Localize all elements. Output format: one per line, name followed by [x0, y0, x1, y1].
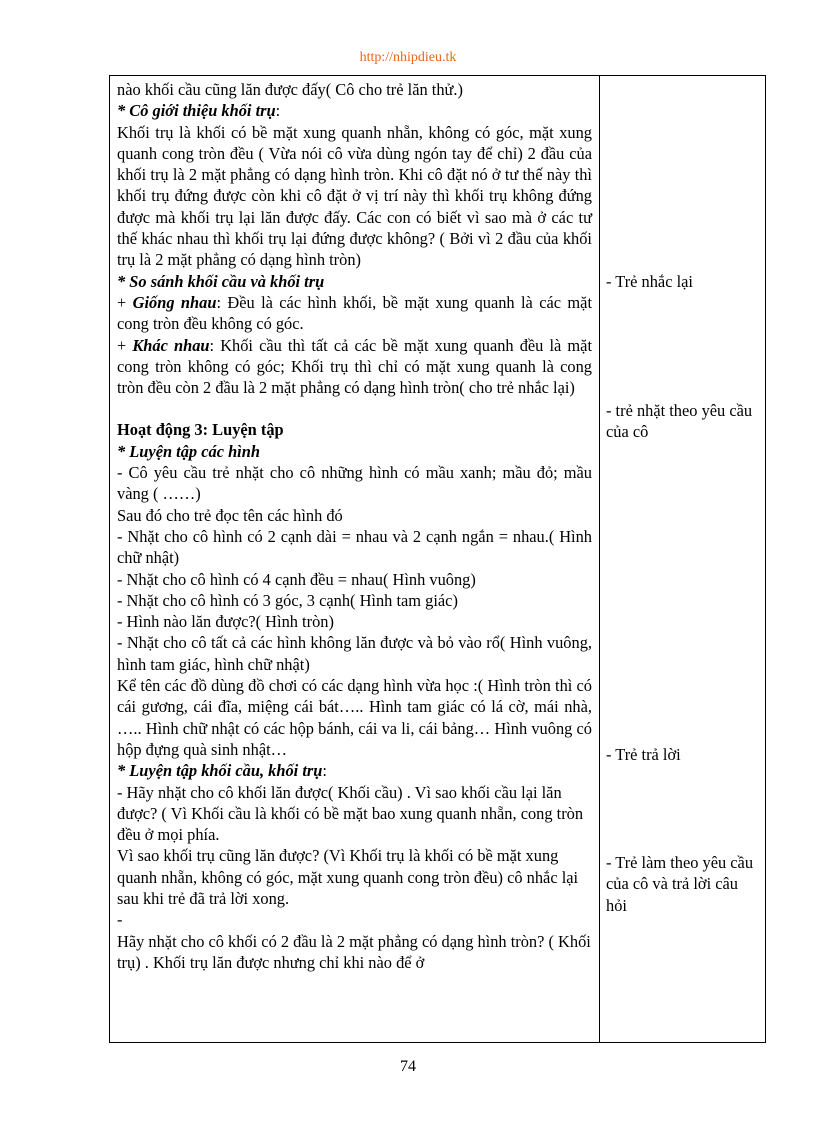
- child-response-answer: - Trẻ trả lời: [606, 745, 681, 764]
- practice-shapes-heading: * Luyện tập các hình: [117, 441, 260, 461]
- list-item: Hãy nhặt cho cô khối có 2 đầu là 2 mặt phẳng có dạng hình tròn? ( Khối trụ) . Khối trụ lăn được nhưng chỉ khi nào để ở: [117, 931, 591, 972]
- teacher-activity-column: [117, 79, 592, 973]
- difference-prefix: +: [117, 335, 133, 355]
- header-url: http://nhipdieu.tk: [359, 50, 457, 65]
- practice-solids-colon: :: [322, 761, 327, 781]
- similarity-prefix: +: [117, 292, 133, 312]
- cylinder-intro-text: Khối trụ là khối có bề mặt xung quanh nhẵn, không có góc, mặt xung quanh cong tròn đều ( Vừa nói cô vừa dùng ngón tay để chỉ) 2 đầu của khối trụ là 2 mặt phẳng có dạng hình tròn. Khi cô đặt nó ở tư thế này thì khối trụ đứng được còn khi cô đặt ở vị trí này thì khối trụ không đứng được mà khối trụ lại lăn được đấy. Các con có biết vì sao mà ở các tư thế khác nhau thì khối trụ lại đứng được không? ( Bởi vì 2 đầu của khối trụ là 2 mặt phẳng có dạng hình tròn): [117, 122, 592, 270]
- list-item: -: [117, 910, 123, 930]
- practice-solids-heading-line: [117, 760, 592, 781]
- activity-3-heading: Hoạt động 3: Luyện tập: [117, 420, 284, 440]
- list-item: - Cô yêu cầu trẻ nhặt cho cô những hình có mầu xanh; mầu đỏ; mầu vàng ( ……): [117, 463, 592, 504]
- lesson-table: [109, 75, 766, 1043]
- compare-heading: * So sánh khối cầu và khối trụ: [117, 271, 325, 291]
- similarity-label: Giống nhau: [132, 292, 217, 312]
- list-item: - Nhặt cho cô hình có 3 góc, 3 cạnh( Hình tam giác): [117, 590, 458, 610]
- similarity-text: : Đều là các hình khối, bề mặt xung quanh là các mặt cong tròn đều không có góc.: [117, 292, 592, 334]
- child-response-pick: - trẻ nhặt theo yêu cầu của cô: [606, 401, 753, 442]
- difference-label: Khác nhau: [132, 335, 210, 355]
- list-item: - Nhặt cho cô hình có 4 cạnh đều = nhau( Hình vuông): [117, 569, 476, 589]
- cylinder-intro-heading: * Cô giới thiệu khối trụ: [117, 101, 276, 121]
- list-item: Kể tên các đồ dùng đồ chơi có các dạng hình vừa học :( Hình tròn thì có cái gương, cái đĩa, miệng cái bát….. Hình tam giác có lá cờ, mái nhà, ….. Hình chữ nhật có các hộp bánh, cái va li, cái bảng… Hình vuông có hộp đựng quà sinh nhật…: [117, 676, 592, 759]
- cylinder-intro-colon: :: [275, 101, 281, 121]
- list-item: - Nhặt cho cô hình có 2 cạnh dài = nhau và 2 cạnh ngắn = nhau.( Hình chữ nhật): [117, 526, 592, 568]
- page-number: 74: [400, 1058, 416, 1075]
- list-item: Sau đó cho trẻ đọc tên các hình đó: [117, 505, 343, 525]
- child-response-repeat: - Trẻ nhắc lại: [606, 272, 693, 291]
- difference-paragraph: [117, 335, 592, 399]
- list-item: - Hãy nhặt cho cô khối lăn được( Khối cầu) . Vì sao khối cầu lại lăn được? ( Vì Khối cầu là khối có bề mặt bao xung quanh nhẵn, cong tròn đều ở mọi phía.: [117, 782, 584, 845]
- paragraph-ball-rolls: nào khối cầu cũng lăn được đấy( Cô cho trẻ lăn thử.): [117, 80, 463, 99]
- list-item: - Nhặt cho cô tất cả các hình không lăn được và bỏ vào rổ( Hình vuông, hình tam giác, hình chữ nhật): [117, 633, 592, 674]
- cylinder-intro-heading-line: [117, 100, 592, 121]
- list-item: Vì sao khối trụ cũng lăn được? (Vì Khối trụ là khối có bề mặt xung quanh nhẵn, không có góc, mặt xung quanh cong tròn đều) cô nhắc lại sau khi trẻ đã trả lời xong.: [117, 846, 579, 908]
- difference-text: : Khối cầu thì tất cả các bề mặt xung quanh đều là mặt cong tròn không có góc; Khối trụ thì chỉ có mặt xung quanh là cong tròn đều còn 2 đầu là 2 mặt phẳng có dạng hình tròn( cho trẻ nhắc lại): [117, 335, 592, 398]
- child-response-follow: - Trẻ làm theo yêu cầu của cô và trả lời câu hỏi: [606, 853, 754, 915]
- column-divider: [599, 76, 600, 1042]
- list-item: - Hình nào lăn được?( Hình tròn): [117, 612, 334, 632]
- practice-solids-heading: * Luyện tập khối cầu, khối trụ: [117, 761, 323, 781]
- similarity-paragraph: [117, 292, 592, 335]
- spacer: [117, 398, 592, 419]
